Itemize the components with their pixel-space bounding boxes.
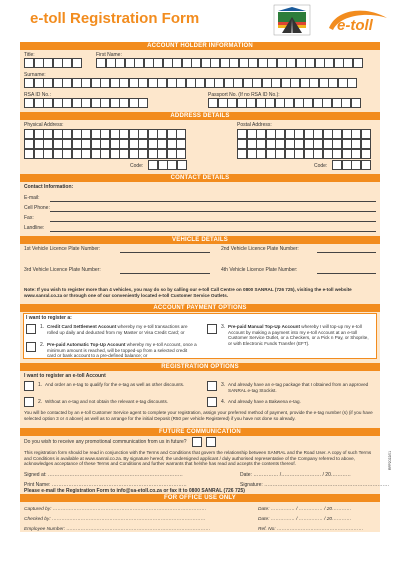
physical-address-label: Physical Address: — [24, 122, 64, 128]
payment-opt1-checkbox[interactable] — [26, 324, 36, 334]
registration-opt4-num: 4. — [221, 399, 226, 405]
etoll-logo-icon — [327, 8, 389, 34]
payment-opt1-title: Credit Card Settlement Account — [47, 324, 117, 329]
payment-opt2-num: 2. — [40, 342, 45, 348]
promo-question: Do you wish to receive any promotional communication from us in future? — [24, 439, 187, 445]
title-label: Title: — [24, 52, 35, 58]
form-title: e-toll Registration Form — [30, 10, 200, 27]
registration-opt2-text: Without an e-tag and not obtain the relevant e-tag discounts. — [45, 399, 169, 404]
registration-opt3-checkbox[interactable] — [207, 381, 217, 391]
payment-opt3-desc: whereby I will top-up my e-toll Account by making a payment into my e-toll Account at an e-toll Customer Service Outlet, or a Checkers, or a Pick n Pay, or Shoprite, or with Electronic Funds Transfer (EFT). — [228, 324, 369, 347]
postal-address-label: Postal Address: — [237, 122, 272, 128]
section-address: ADDRESS DETAILS — [20, 112, 380, 120]
signed-at-field[interactable]: Signed at: ……………………………………………………………………… — [24, 472, 183, 478]
office-date-1-field[interactable]: Date: …………… / …………… / 20………… — [258, 507, 352, 512]
print-name-field[interactable]: Print Name: ……………………………………………………………………… — [24, 482, 187, 488]
payment-opt3-text — [228, 324, 373, 347]
signature-field[interactable]: Signature: ………………………………………………………………… — [240, 482, 390, 488]
passport-field[interactable] — [208, 98, 360, 108]
postal-code-field[interactable] — [332, 160, 370, 170]
plate-3-label: 3rd Vehicle Licence Plate Number: — [24, 267, 101, 273]
physical-code-field[interactable] — [148, 160, 186, 170]
landline-field[interactable] — [50, 231, 376, 232]
terms-paragraph: This registration form should be read in conjunction with the Terms and Conditions that govern the relationship between SANRAL and the Road User. A copy of such Terms and Conditions is available at www.sanral.co.za. By signature hereof, the undersigned applicant / duly authorised representative of the Company referred to above, acknowledges acceptance of these Terms and Conditions and further warrants that he/she has read and accepts the contents thereof. — [24, 450, 372, 467]
sanral-logo-icon — [272, 3, 312, 37]
physical-code-label: Code: — [130, 163, 144, 169]
form-code: RFP2022/01 — [388, 450, 392, 470]
first-name-field[interactable] — [96, 58, 362, 68]
payment-heading: I want to register a: — [26, 315, 72, 321]
registration-opt2-checkbox[interactable] — [24, 397, 34, 407]
captured-by-field[interactable]: Captured by: …………………………………………………………………………………… — [24, 507, 207, 512]
section-future: FUTURE COMMUNICATION — [20, 428, 380, 436]
email-instruction: Please e-mail the Registration Form to info@sa-etoll.co.za or fax it to 0800 SANRAL (726 725) — [24, 488, 245, 494]
payment-opt2-desc: whereby my e-toll Account, once a minimum amount is reached, will be topped-up from a selected credit card or bank account to a pre-defined balance; or — [47, 342, 197, 359]
registration-opt1-checkbox[interactable] — [24, 381, 34, 391]
registration-opt1-num: 1. — [38, 382, 43, 388]
payment-opt2-title: Pre-paid Automatic Top-Up Account — [47, 342, 126, 347]
registration-opt3-text: And already have an e-tag package that I obtained from an approved SANRAL e-tag Stockist. — [228, 382, 369, 393]
registration-opt3-num: 3. — [221, 382, 226, 388]
ref-number-field[interactable]: Ref. No: ……………………………………………… — [258, 527, 364, 532]
registration-heading: I want to register an e-toll Account — [24, 373, 106, 379]
payment-opt3-title: Pre-paid Manual Top-Up Account — [228, 324, 300, 329]
email-label: E-mail: — [24, 195, 40, 201]
checked-by-field[interactable]: Checked by: …………………………………………………………………………………… — [24, 517, 206, 522]
plate-1-field[interactable] — [120, 252, 210, 253]
plate-4-field[interactable] — [317, 273, 376, 274]
payment-opt3-num: 3. — [221, 324, 226, 330]
rsa-id-field[interactable] — [24, 98, 148, 108]
registration-opt2-num: 2. — [38, 399, 43, 405]
registration-opt4-text: And already have a Bakwena e-tag. — [228, 399, 301, 404]
postal-code-label: Code: — [314, 163, 328, 169]
plate-2-label: 2nd Vehicle Licence Plate Number: — [221, 246, 299, 252]
payment-opt1-num: 1. — [40, 324, 45, 330]
registration-opt4-checkbox[interactable] — [207, 397, 217, 407]
surname-label: Surname: — [24, 72, 46, 78]
first-name-label: First Name: — [96, 52, 122, 58]
section-contact: CONTACT DETAILS — [20, 174, 380, 182]
sign-date-field[interactable]: Date: …………… /…………………… / 20………… — [240, 472, 351, 478]
payment-opt1-desc: whereby my e-toll transactions are rolled up daily and deducted from my Master or Visa Credit Card; or — [47, 324, 188, 335]
fax-field[interactable] — [50, 221, 376, 222]
promo-no-checkbox[interactable] — [206, 437, 216, 447]
employee-number-field[interactable]: Employee Number: ……………………………………………………………………………… — [24, 527, 211, 532]
title-field[interactable] — [24, 58, 81, 68]
payment-opt2-text — [47, 342, 197, 359]
registration-opt1-text: And order an e-tag to qualify for the e-tag as well as other discounts. — [45, 382, 185, 387]
rsa-id-label: RSA ID No.: — [24, 92, 51, 98]
payment-opt1-text — [47, 324, 192, 335]
section-account-holder: ACCOUNT HOLDER INFORMATION — [20, 42, 380, 50]
contact-info-heading: Contact Information: — [24, 184, 74, 190]
office-date-2-field[interactable]: Date: …………… / …………… / 20………… — [258, 517, 352, 522]
passport-label: Passport No. (If no RSA ID No.): — [208, 92, 280, 98]
plate-1-label: 1st Vehicle Licence Plate Number: — [24, 246, 101, 252]
plate-4-label: 4th Vehicle Licence Plate Number: — [221, 267, 298, 273]
landline-label: Landline: — [24, 225, 45, 231]
form-header — [0, 0, 400, 40]
cell-phone-field[interactable] — [50, 211, 376, 212]
surname-field[interactable] — [24, 78, 357, 88]
plate-3-field[interactable] — [120, 273, 210, 274]
svg-text:e-toll: e-toll — [337, 17, 373, 34]
registration-note: You will be contacted by an e-toll Customer Service agent to complete your registration, assign your preferred method of payment, provide the e-tag number (s) (if you have selected option 3 or 4 above) as well as to arrange for the initial Deposit (R50 per vehicle Registered) if you have not done so already. — [24, 410, 373, 421]
fax-label: Fax: — [24, 215, 34, 221]
payment-opt2-checkbox[interactable] — [26, 342, 36, 352]
promo-yes-checkbox[interactable] — [192, 437, 202, 447]
physical-address-field[interactable] — [24, 129, 192, 159]
email-field[interactable] — [50, 201, 376, 202]
section-office: FOR OFFICE USE ONLY — [20, 494, 380, 502]
vehicle-note: Note: If you wish to register more than 4 vehicles, you may do so by calling our e-toll Call Centre on 0800 SANRAL (726 725), visiting the e-toll website www.sanral.co.za or through one of our conveniently located e-toll Customer Service Outlets. — [24, 287, 352, 298]
postal-address-field[interactable] — [237, 129, 376, 159]
cell-phone-label: Cell Phone: — [24, 205, 50, 211]
section-vehicle: VEHICLE DETAILS — [20, 236, 380, 244]
plate-2-field[interactable] — [317, 252, 376, 253]
section-registration: REGISTRATION OPTIONS — [20, 363, 380, 371]
section-payment: ACCOUNT PAYMENT OPTIONS — [20, 304, 380, 312]
payment-opt3-checkbox[interactable] — [207, 324, 217, 334]
